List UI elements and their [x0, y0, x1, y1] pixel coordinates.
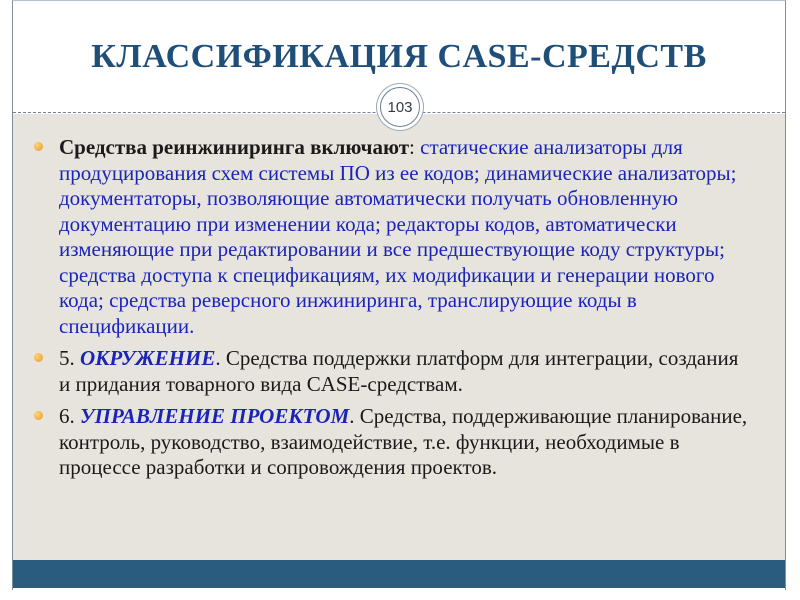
bullet-item-environment [34, 346, 754, 397]
footer-bar [13, 560, 785, 588]
bullet-list [34, 135, 754, 488]
bullet-body: статические анализаторы для продуцирования схем системы ПО из ее кодов; динамические анализаторы; документаторы, позволяющие автоматически получать обновленную документацию при изменении кода; редакторы кодов, автоматически изменяющие при редактировании и все предшествующие коду структуры; средства доступа к спецификациям, их модификации и генерации нового кода; средства реверсного инжиниринга, транслирующие коды в спецификации. [59, 135, 737, 338]
bullet-item-project-management [34, 404, 754, 481]
bullet-separator: : [409, 135, 421, 159]
bullet-dot-icon [34, 142, 43, 151]
bullet-body: . Средства, поддерживающие планирование, контроль, руководство, взаимодействие, т.е. функции, необходимые в процессе разработки и сопровождения проектов. [59, 404, 748, 479]
bullet-heading: УПРАВЛЕНИЕ ПРОЕКТОМ [80, 404, 350, 428]
bullet-number: 5. [59, 346, 80, 370]
bullet-lead: Средства реинжиниринга включают [59, 135, 410, 159]
page-number-badge: 103 [380, 87, 420, 127]
bullet-dot-icon [34, 353, 43, 362]
bullet-heading: ОКРУЖЕНИЕ [80, 346, 216, 370]
bullet-number: 6. [59, 404, 80, 428]
bullet-dot-icon [34, 411, 43, 420]
slide-title: КЛАССИФИКАЦИЯ CASE-СРЕДСТВ [91, 38, 707, 75]
bullet-item-reengineering [34, 135, 754, 339]
bullet-body: . Средства поддержки платформ для интеграции, создания и придания товарного вида CASE-средствам. [59, 346, 739, 396]
